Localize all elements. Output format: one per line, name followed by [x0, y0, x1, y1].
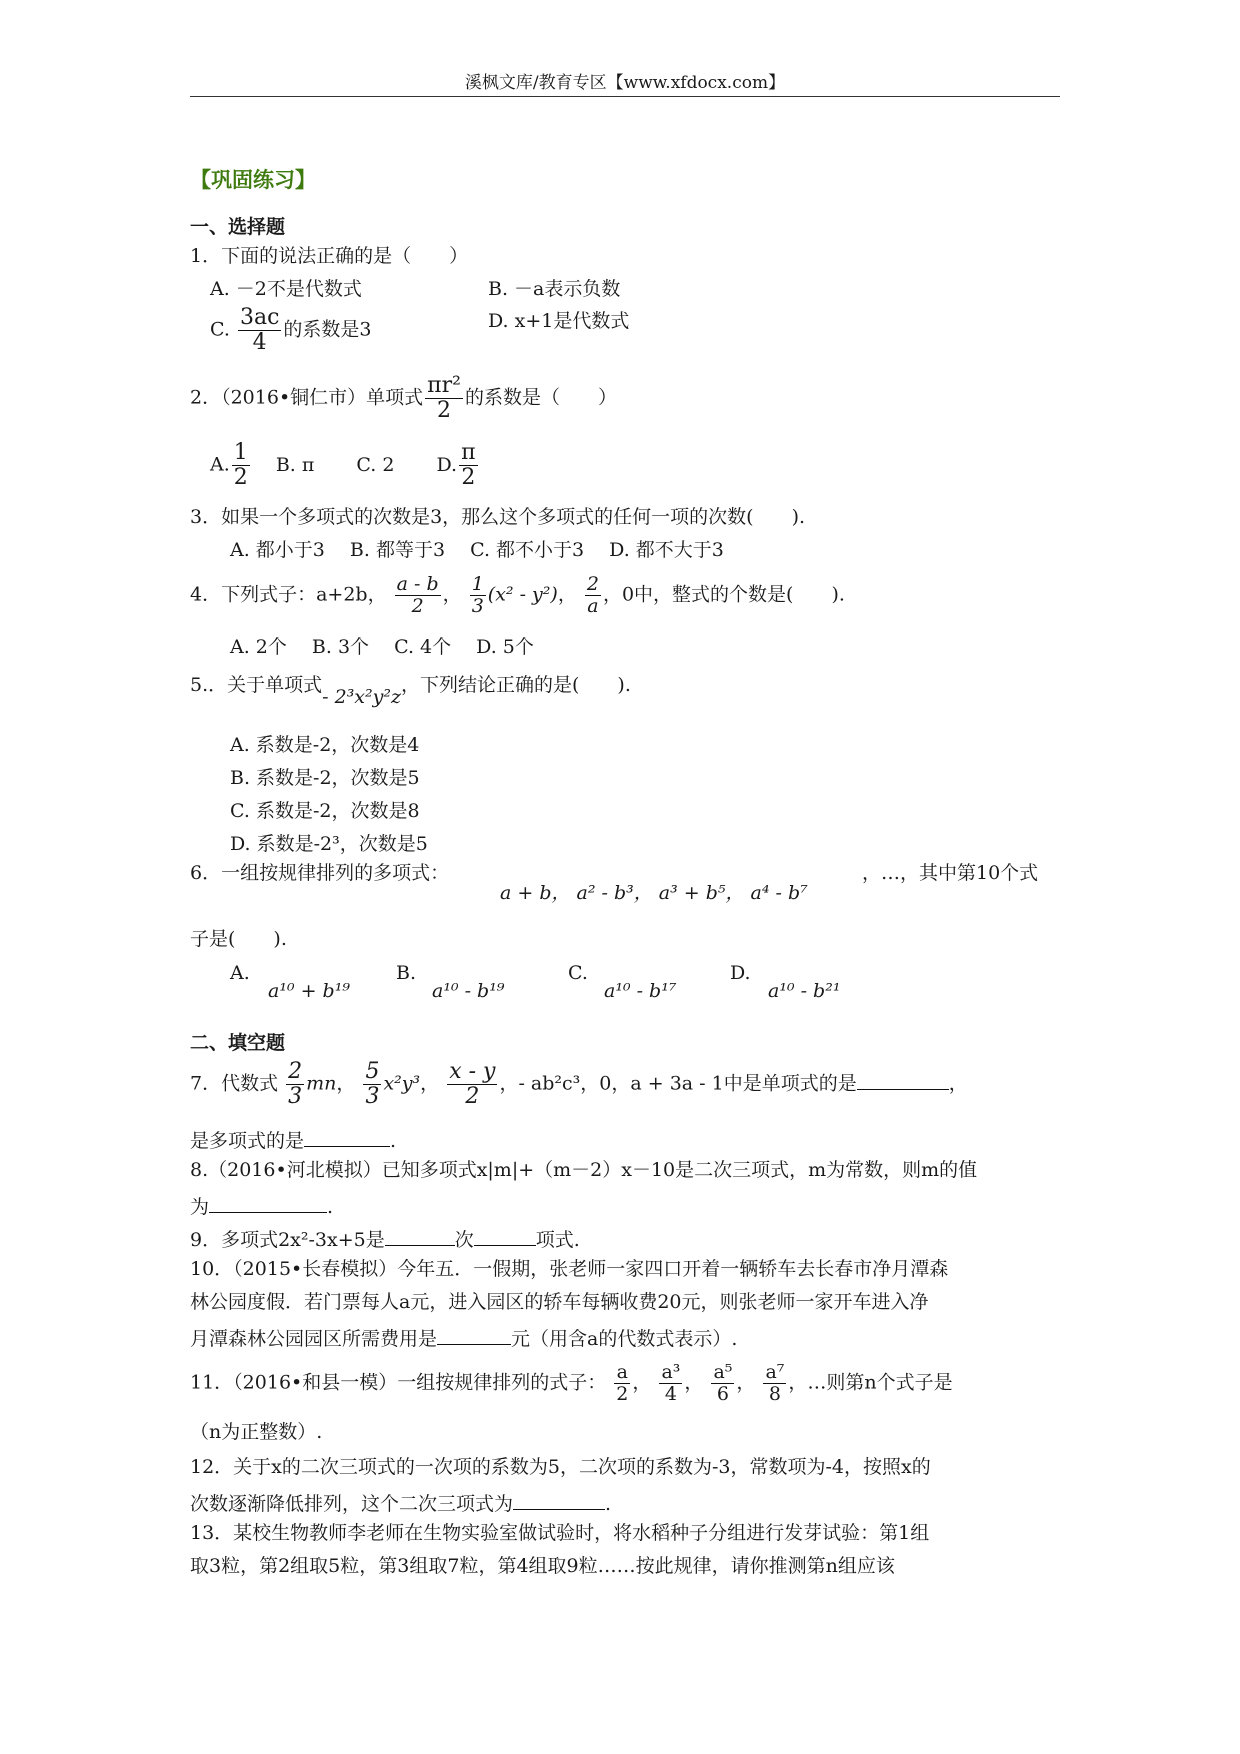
q6-stem-cont: 子是( ). [190, 928, 287, 950]
q7-blank-1[interactable] [857, 1071, 949, 1090]
section-title: 【巩固练习】 [190, 168, 316, 192]
q12-blank[interactable] [513, 1491, 605, 1510]
q4-stem: 4．下列式子：a+2b， $\frac{a - b}{2}$ ， $\frac{1}{3}$ (x² - y²)， $\frac{2}{a}$ ，0中，整式的个数是( ). [190, 573, 845, 617]
q3-options: A. 都小于3 B. 都等于3 C. 都不小于3 D. 都不大于3 [230, 539, 724, 561]
q10-blank[interactable] [437, 1326, 511, 1345]
part1-title: 一、选择题 [190, 216, 286, 238]
q12-line1: 12．关于x的二次三项式的一次项的系数为5，二次项的系数为-3，常数项为-4，按照x的 [190, 1456, 931, 1478]
q11-stem: 11．（2016•和县一模）一组按规律排列的式子： $\frac{a}{2}$ ， $\frac{\text{a³}}{4}$ ， $\frac{\text{a⁵}}{6}$ ， $\frac{\text{a⁷}}{8}$ ，…则第n个式子是 [190, 1361, 953, 1405]
q6-option-d: a¹⁰ - b²¹ [768, 980, 841, 1002]
part2-title: 二、填空题 [190, 1032, 286, 1054]
q12-line2: 次数逐渐降低排列，这个二次三项式为 . [190, 1493, 612, 1515]
q8-line2: 为 . [190, 1196, 334, 1218]
q1-stem: 1．下面的说法正确的是（ ） [190, 245, 469, 267]
q1-option-d: D. x+1是代数式 [488, 310, 630, 332]
q2-stem: 2．（2016•铜仁市）单项式 $\frac{\text{πr²}}{2}$ 的系数是（ ） [190, 373, 617, 424]
q8-blank[interactable] [209, 1194, 327, 1213]
q5-option-c: C. 系数是-2，次数是8 [230, 800, 420, 822]
q1-option-a: A. －2不是代数式 [210, 278, 362, 300]
q5-stem: 5.．关于单项式- 2³x²y²z，下列结论正确的是( ). [190, 674, 631, 708]
q5-option-a: A. 系数是-2，次数是4 [230, 734, 420, 756]
q1-option-b: B. －a表示负数 [488, 278, 621, 300]
q6-label-b: B. [396, 962, 417, 984]
q4-options: A. 2个 B. 3个 C. 4个 D. 5个 [230, 636, 534, 658]
q13-line2: 取3粒，第2组取5粒，第3组取7粒，第4组取9粒……按此规律，请你推测第n组应该 [190, 1555, 895, 1577]
q3-stem: 3．如果一个多项式的次数是3，那么这个多项式的任何一项的次数( ). [190, 506, 806, 528]
q6-sequence: a + b， a² - b³， a³ + b⁵， a⁴ - b⁷ [500, 882, 808, 904]
q6-option-a: a¹⁰ + b¹⁹ [268, 980, 350, 1002]
q10-line1: 10．（2015•长春模拟）今年五．一假期，张老师一家四口开着一辆轿车去长春市净月潭森 [190, 1258, 949, 1280]
q8-line1: 8.（2016•河北模拟）已知多项式x|m|+（m－2）x－10是二次三项式，m为常数，则m的值 [190, 1159, 978, 1181]
q6-label-a: A. [230, 962, 250, 984]
page-header: 溪枫文库/教育专区【www.xfdocx.com】 [464, 73, 786, 93]
q9-blank-1[interactable] [385, 1227, 455, 1246]
q5-option-b: B. 系数是-2，次数是5 [230, 767, 420, 789]
q6-label-c: C. [568, 962, 588, 984]
header-rule [190, 96, 1060, 97]
q7-stem: 7．代数式 $\frac{2}{3}$ mn， $\frac{5}{3}$ x²y³， $\frac{x - y}{2}$ ，- ab²c³，0，a + 3a - 1中是单项式的是 ， [190, 1059, 968, 1110]
q6-option-c: a¹⁰ - b¹⁷ [604, 980, 677, 1002]
q13-line1: 13．某校生物教师李老师在生物实验室做试验时，将水稻种子分组进行发芽试验：第1组 [190, 1522, 930, 1544]
q10-line2: 林公园度假．若门票每人a元，进入园区的轿车每辆收费20元，则张老师一家开车进入净 [190, 1291, 929, 1313]
q10-line3: 月潭森林公园园区所需费用是 元（用含a的代数式表示）. [190, 1328, 738, 1350]
q2-options: A. $\frac{1}{2}$ B. π C. 2 D. $\frac{\pi}{2}$ [210, 440, 476, 491]
q7-blank-2[interactable] [304, 1128, 390, 1147]
q6-option-b: a¹⁰ - b¹⁹ [432, 980, 505, 1002]
q7-line2: 是多项式的是 . [190, 1130, 397, 1152]
q11-line2: （n为正整数）. [190, 1421, 323, 1443]
q6-stem: 6．一组按规律排列的多项式： [190, 862, 450, 884]
q6-stem-end: ，…，其中第10个式 [862, 862, 1039, 884]
q1-option-c: C. $\frac{3ac}{4}$ 的系数是3 [210, 305, 372, 356]
q9-stem: 9．多项式2x²-3x+5是 次 项式. [190, 1229, 580, 1251]
q9-blank-2[interactable] [474, 1227, 536, 1246]
q6-label-d: D. [730, 962, 751, 984]
q5-option-d: D. 系数是-2³，次数是5 [230, 833, 428, 855]
